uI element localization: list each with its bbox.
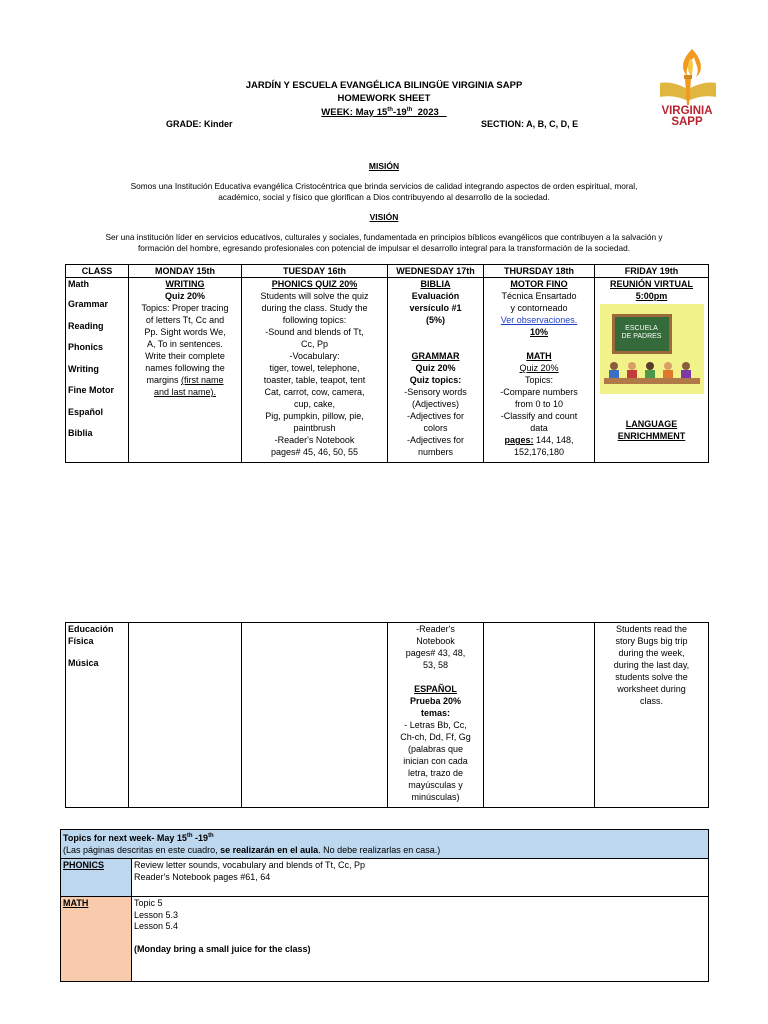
next-week-title-row [61, 830, 709, 859]
vision-line: Ser una institución líder en servicios educativos, culturales y sociales, fundamentada en principios bíblicos evangélicos que contribuyen a la salvación y [105, 232, 663, 242]
title-sup: th [208, 833, 214, 839]
class-list [66, 278, 129, 463]
spacer [390, 671, 481, 683]
column-header: MONDAY 15th [129, 265, 242, 278]
table-row [66, 278, 709, 463]
tuesday-line: pages# 45, 46, 50, 55 [270, 447, 359, 457]
monday-line [131, 374, 239, 386]
thursday-cell [484, 278, 595, 463]
monday-quiz: Quiz 20% [164, 291, 205, 301]
title-sup: th [186, 833, 193, 839]
weekly-schedule-table [65, 264, 709, 463]
class-name: Español [68, 406, 104, 417]
tuesday-line: cup, cake, [293, 399, 336, 409]
monday-title: WRITING [165, 279, 205, 289]
class-name: Grammar [68, 299, 109, 309]
pages-label: pages: [504, 435, 534, 445]
logo-name [649, 106, 725, 128]
monday-line: names following the [145, 363, 225, 373]
friday-line: during the week, [618, 648, 685, 658]
thursday-line: Topics: [524, 375, 553, 385]
tuesday-line: toaster, table, teapot, tent [263, 375, 366, 385]
table-row [61, 859, 709, 897]
class-name: Música [68, 658, 99, 668]
tuesday-line: -Sound and blends of Tt, [265, 327, 364, 337]
class-list [66, 623, 129, 808]
friday-line: students solve the [615, 672, 688, 682]
espanol-line: letra, trazo de [407, 768, 464, 778]
math-line: Topic 5 [134, 898, 163, 908]
logo-line: SAPP [671, 116, 703, 128]
monday-line: Pp. Sight words We, [144, 327, 226, 337]
svg-text:· · · ·: · · · · [684, 94, 692, 98]
table-row [66, 623, 709, 808]
vision-title: VISIÓN [369, 212, 399, 222]
column-header: TUESDAY 16th [242, 265, 388, 278]
column-header: WEDNESDAY 17th [388, 265, 484, 278]
section-label: SECTION: A, B, C, D, E [481, 119, 579, 129]
monday-line: of letters Tt, Cc and [145, 315, 225, 325]
friday-line: worksheet during [617, 684, 686, 694]
phonics-cell [132, 859, 709, 897]
tuesday-line: tiger, towel, telephone, [269, 363, 360, 373]
espanol-line: - Letras Bb, Cc, [404, 720, 467, 730]
class-name: Phonics [68, 342, 104, 352]
wednesday-line: Evaluación [411, 291, 460, 301]
thursday-line: data [530, 423, 548, 433]
wednesday-line: 53, 58 [422, 660, 449, 670]
sheet-title: HOMEWORK SHEET [337, 93, 431, 104]
thursday-line: y contorneado [510, 303, 568, 313]
math-quiz: Quiz 20% [519, 363, 559, 373]
lang-title: ENRICHMMENT [617, 431, 686, 441]
thursday-line [486, 434, 592, 446]
friday-cell [595, 623, 709, 808]
wednesday-line: pages# 43, 48, [405, 648, 466, 658]
next-week-note [63, 845, 706, 857]
vision-text [40, 232, 728, 254]
thursday-line: Técnica Ensartado [501, 291, 577, 301]
espanol-line: Ch-ch, Dd, Ff, Gg [400, 732, 471, 742]
espanol-line: minúsculas) [411, 792, 460, 802]
class-name: Reading [68, 320, 104, 331]
column-header: FRIDAY 19th [595, 265, 709, 278]
wednesday-line: -Adjectives for [406, 411, 465, 421]
grammar-topics: Quiz topics: [409, 375, 462, 385]
friday-line: class. [639, 696, 663, 706]
friday-line: Students read the [615, 624, 688, 634]
monday-text: margins [146, 375, 181, 385]
school-title: JARDÍN Y ESCUELA EVANGÉLICA BILINGÜE VIRGINIA SAPP [245, 80, 523, 91]
wednesday-line: -Adjectives for [406, 435, 465, 445]
week-mid: -19 [392, 107, 407, 119]
wednesday-line: numbers [417, 447, 453, 457]
note-text: (Las páginas descritas en este cuadro, [63, 844, 221, 855]
week-sup: th [387, 107, 393, 113]
espanol-line: inician con cada [403, 756, 468, 766]
monday-line: Write their complete [145, 351, 225, 361]
tuesday-line: -Vocabulary: [289, 351, 340, 361]
espanol-line: (palabras que [407, 744, 464, 754]
next-week-topics-table [60, 829, 709, 982]
thursday-line: 152,176,180 [513, 447, 565, 457]
note-text: . No debe realizarlas en casa.) [318, 844, 441, 855]
weekly-schedule-table-continued [65, 622, 709, 808]
class-name: Biblia [68, 428, 93, 438]
math-line: Lesson 5.4 [134, 921, 179, 931]
monday-cell [129, 623, 242, 808]
column-header: CLASS [66, 265, 129, 278]
math-cell [132, 897, 709, 982]
next-week-title [63, 831, 706, 845]
espanol-line: mayúsculas y [408, 780, 463, 790]
friday-title: REUNIÓN VIRTUAL [610, 279, 693, 289]
monday-cell [129, 278, 242, 463]
thursday-cell [484, 623, 595, 808]
tuesday-line: Cc, Pp [300, 339, 328, 349]
lang-title: LANGUAGE [625, 419, 678, 429]
title-text: Topics for next week- May 15 [63, 833, 187, 843]
spacer [134, 933, 706, 944]
parents-group-icon [604, 358, 700, 386]
table-row [61, 897, 709, 982]
tuesday-line: paintbrush [293, 423, 336, 433]
wednesday-line: (Adjectives) [411, 399, 459, 409]
espanol-title: ESPAÑOL [414, 684, 457, 694]
phonics-line: Reader's Notebook pages #61, 64 [134, 871, 271, 882]
math-title: MATH [526, 351, 552, 361]
tuesday-line: Students will solve the quiz [260, 291, 369, 301]
spacer [486, 338, 592, 350]
tuesday-title: PHONICS QUIZ 20% [271, 279, 358, 289]
friday-time: 5:00pm [635, 291, 668, 301]
week-sup: th [406, 107, 413, 113]
phonics-label: PHONICS [61, 859, 132, 897]
next-week-title-cell [61, 830, 709, 859]
class-name: Math [68, 279, 89, 289]
class-name: Fine Motor [68, 385, 114, 395]
wednesday-line: colors [423, 423, 448, 433]
tuesday-cell [242, 623, 388, 808]
monday-line: Topics: Proper tracing [141, 303, 229, 313]
tuesday-line: -Reader's Notebook [274, 435, 355, 445]
week-prefix: WEEK: May 15 [321, 107, 388, 119]
tuesday-line: following topics: [282, 315, 347, 325]
monday-text: (first name [181, 375, 224, 385]
thursday-line: from 0 to 10 [514, 399, 564, 409]
math-line: Lesson 5.3 [134, 909, 179, 920]
monday-line: A, To in sentences. [147, 339, 223, 349]
monday-line: and last name). [153, 387, 217, 397]
spacer [390, 326, 481, 350]
tuesday-cell [242, 278, 388, 463]
chalkboard [612, 314, 672, 354]
wednesday-line: -Reader's [416, 624, 455, 634]
board-text: DE PADRES [621, 333, 662, 340]
spacer [68, 647, 126, 657]
pages-value: 144, 148, [533, 435, 574, 445]
wednesday-line: versículo #1 [409, 303, 462, 313]
title-text: -19 [192, 833, 209, 843]
week-year: 2023 [417, 107, 439, 119]
math-label: MATH [61, 897, 132, 982]
mision-title: MISIÓN [368, 161, 400, 171]
espanol-quiz: Prueba 20% [409, 696, 462, 706]
spacer [597, 396, 706, 418]
grammar-title: GRAMMAR [411, 351, 460, 361]
thursday-line: -Classify and count [500, 411, 578, 421]
friday-line: story Bugs big trip [615, 636, 688, 646]
phonics-line: Review letter sounds, vocabulary and blends of Tt, Cc, Pp [134, 860, 365, 870]
column-header: THURSDAY 18th [484, 265, 595, 278]
vision-line: formación del hombre, egresando profesionales con potencial de impulsar el desarrollo integral para la transformación de la sociedad. [137, 243, 631, 253]
tuesday-line: Pig, pumpkin, pillow, pie, [265, 411, 364, 421]
grade-label: GRADE: Kinder [166, 119, 233, 129]
class-name: Educación Física [68, 624, 114, 646]
friday-cell [595, 278, 709, 463]
mision-line: Somos una Institución Educativa evangélica Cristocéntrica que brinda servicios de calidad integrando aspectos de orden espiritual, moral, [130, 181, 638, 191]
wednesday-cell [388, 278, 484, 463]
wednesday-line: (5%) [425, 315, 445, 325]
friday-line: during the last day, [613, 660, 690, 670]
grammar-quiz: Quiz 20% [415, 363, 456, 373]
class-name: Writing [68, 363, 99, 374]
wednesday-cell [388, 623, 484, 808]
thursday-pct: 10% [529, 327, 548, 337]
tuesday-line: during the class. Study the [261, 303, 368, 313]
table-header-row [66, 265, 709, 278]
mision-text [60, 181, 708, 203]
espanol-topics: temas: [420, 708, 450, 718]
math-note: (Monday bring a small juice for the class) [134, 943, 311, 954]
observations-link[interactable]: Ver observaciones. [500, 315, 578, 325]
logo-line: VIRGINIA [661, 105, 713, 117]
board-text: ESCUELA [625, 325, 658, 332]
tuesday-line: Cat, carrot, cow, camera, [264, 387, 365, 397]
thursday-title: MOTOR FINO [510, 279, 568, 289]
parents-school-image [600, 304, 704, 394]
thursday-line: -Compare numbers [500, 387, 578, 397]
note-text: se realizarán en el aula [220, 844, 319, 855]
wednesday-line: Notebook [416, 636, 455, 646]
wednesday-title: BIBLIA [420, 279, 451, 289]
mision-line: académico, social y físico que glorifican a Dios contribuyendo al desarrollo de la sociedad. [218, 192, 550, 202]
wednesday-line: -Sensory words [404, 387, 467, 397]
